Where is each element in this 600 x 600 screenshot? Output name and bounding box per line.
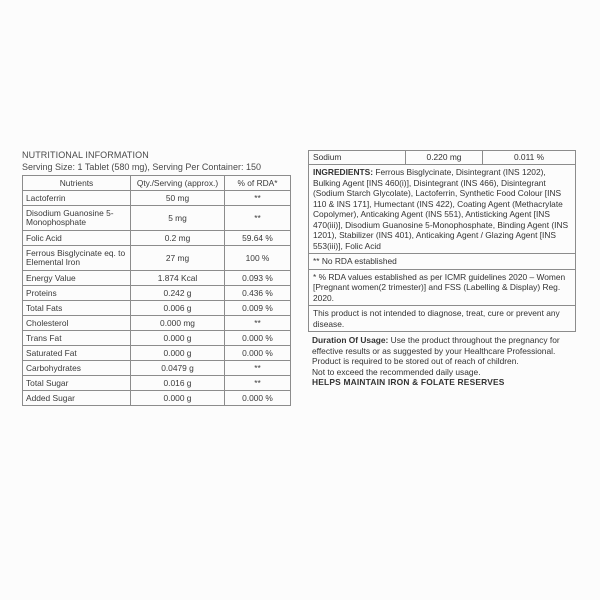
nutrition-table <box>22 175 291 406</box>
nutrient-rda: ** <box>225 191 291 206</box>
nutrient-rda: 0.436 % <box>225 286 291 301</box>
sodium-rda: 0.011 % <box>513 152 545 162</box>
nutrient-rda: 0.000 % <box>225 331 291 346</box>
nutrient-name: Trans Fat <box>23 331 131 346</box>
nutrient-rda: 0.009 % <box>225 301 291 316</box>
ingredients-title: INGREDIENTS: <box>313 167 374 177</box>
nutrient-qty: 0.000 g <box>131 331 225 346</box>
ingredients-text: Ferrous Bisglycinate, Disintegrant (INS 1202), Bulking Agent [INS 460(i)], Disintegrant (INS 466), Disintegrant (Sodium Starch Glycolate), Lactoferrin, Synthetic Food Colour [INS 110 & INS 171], Humectant (INS 422), Coating Agent (Methacrylate Copolymer), Anticaking Agent (INS 551), Antisticking Agent [INS 470(iii)], Disodium Guanosine 5-Monophosphate, Binding Agent (INS 1201), Stabilizer (INS 401), Anticaking Agent / Glazing Agent [INS 553(iii)], Folic Acid <box>313 167 569 251</box>
sodium-row <box>308 150 576 165</box>
nutrient-name: Energy Value <box>23 271 131 286</box>
nutrient-name: Total Sugar <box>23 376 131 391</box>
table-row <box>23 206 291 231</box>
nutrient-name: Carbohydrates <box>23 361 131 376</box>
product-tagline: HELPS MAINTAIN IRON & FOLATE RESERVES <box>312 377 505 387</box>
nutrient-rda: ** <box>225 361 291 376</box>
nutrient-name: Total Fats <box>23 301 131 316</box>
nutrient-rda: 0.000 % <box>225 346 291 361</box>
column-header: Nutrients <box>23 176 131 191</box>
sodium-qty: 0.220 mg <box>406 151 483 164</box>
nutrient-name: Added Sugar <box>23 391 131 406</box>
nutrient-qty: 50 mg <box>131 191 225 206</box>
sodium-name: Sodium <box>309 151 406 164</box>
nutrient-name: Cholesterol <box>23 316 131 331</box>
column-header: Qty./Serving (approx.) <box>131 176 225 191</box>
nutrient-name: Folic Acid <box>23 231 131 246</box>
table-row <box>23 361 291 376</box>
nutrient-rda: ** <box>225 376 291 391</box>
nutrient-rda: 0.000 % <box>225 391 291 406</box>
info-panel <box>308 150 576 388</box>
nutrient-rda: 100 % <box>225 246 291 271</box>
nutrient-qty: 0.000 g <box>131 346 225 361</box>
table-row <box>23 231 291 246</box>
table-row <box>23 271 291 286</box>
nutrient-qty: 0.2 mg <box>131 231 225 246</box>
rda-info-text: * % RDA values established as per ICMR guidelines 2020 – Women [Pregnant women(2 trimester)] and FSS (Labelling & Display) Reg. 2020. <box>313 271 566 303</box>
table-row <box>23 301 291 316</box>
nutrient-rda: ** <box>225 316 291 331</box>
nutrient-qty: 0.006 g <box>131 301 225 316</box>
rda-info-note <box>308 270 576 307</box>
table-row <box>23 286 291 301</box>
nutrient-qty: 27 mg <box>131 246 225 271</box>
disclaimer-text: This product is not intended to diagnose, treat, cure or prevent any disease. <box>313 308 560 329</box>
nutrient-name: Lactoferrin <box>23 191 131 206</box>
table-row <box>23 376 291 391</box>
nutrient-name: Disodium Guanosine 5-Monophosphate <box>23 206 131 231</box>
serving-info: Serving Size: 1 Tablet (580 mg), Serving Per Container: 150 <box>22 162 261 172</box>
nutrient-qty: 0.000 g <box>131 391 225 406</box>
column-header: % of RDA* <box>225 176 291 191</box>
nutrition-heading: NUTRITIONAL INFORMATION <box>22 150 149 160</box>
nutrient-name: Proteins <box>23 286 131 301</box>
no-rda-note <box>308 254 576 270</box>
nutrient-rda: 59.64 % <box>225 231 291 246</box>
nutrient-qty: 0.242 g <box>131 286 225 301</box>
nutrient-qty: 1.874 Kcal <box>131 271 225 286</box>
ingredients-box <box>308 165 576 254</box>
no-rda-text: ** No RDA established <box>313 256 397 266</box>
usage-limit: Not to exceed the recommended daily usage. <box>312 366 481 377</box>
usage-title: Duration Of Usage: <box>312 335 389 345</box>
nutrient-qty: 0.016 g <box>131 376 225 391</box>
table-header-row <box>23 176 291 191</box>
table-row <box>23 346 291 361</box>
nutrient-rda: ** <box>225 206 291 231</box>
nutrient-qty: 5 mg <box>131 206 225 231</box>
nutrition-panel <box>22 150 290 406</box>
nutrient-qty: 0.0479 g <box>131 361 225 376</box>
usage-section <box>308 332 576 388</box>
usage-text: Use the product throughout the pregnancy for effective results or as suggested by your Healthcare Professional. Product is required to be stored out of reach of children. <box>312 335 560 366</box>
nutrient-name: Saturated Fat <box>23 346 131 361</box>
table-row <box>23 191 291 206</box>
table-row <box>23 246 291 271</box>
nutrient-qty: 0.000 mg <box>131 316 225 331</box>
nutrient-name: Ferrous Bisglycinate eq. to Elemental Iron <box>23 246 131 271</box>
nutrient-rda: 0.093 % <box>225 271 291 286</box>
table-row <box>23 316 291 331</box>
table-row <box>23 391 291 406</box>
disclaimer-note <box>308 306 576 332</box>
table-row <box>23 331 291 346</box>
